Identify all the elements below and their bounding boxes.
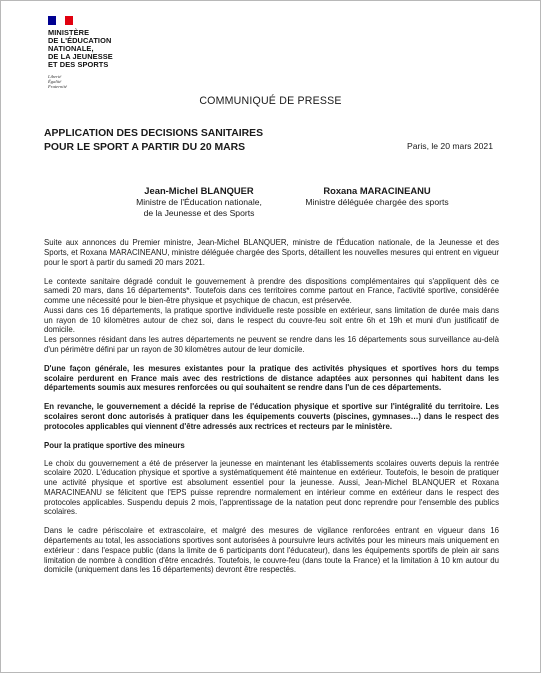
paragraph-youth: Le choix du gouvernement a été de préserver la jeunesse en maintenant les établissements scolaires ouverts depuis la rentrée scolaire 2020. L'éducation physique et sportive a systématiquement été maintenue en extérieur. Toutefois, le besoin de pratiquer une activité physique et sportive est absolument essentiel pour la jeunesse. Aussi, Jean-Michel BLANQUER et Roxana MARACINEANU se félicitent que l'EPS puisse reprendre normalement en intérieur comme en extérieur dans le respect des protocoles applicables. Suspendu depuis 2 mois, l'apprentissage de la natation peut donc reprendre pour l'ensemble des publics scolaires. — [44, 458, 499, 517]
title-line: APPLICATION DES DECISIONS SANITAIRES — [44, 128, 263, 139]
motto-line: Fraternité — [48, 84, 67, 90]
logo-line: MINISTÈRE — [48, 28, 90, 37]
logo-line: DE L'ÉDUCATION — [48, 35, 112, 45]
signatory-blanquer — [99, 185, 299, 220]
french-flag-icon — [48, 16, 73, 25]
paragraph-general-measures: D'une façon générale, les mesures existantes pour la pratique des activités physiques et sportives hors du temps scolaire perdurent en France mais avec des restrictions de distance adaptées aux personnes qui habitent dans les départements soumis aux mesures renforcées ou qui souhaitent se rendre dans l'un de ces départements. — [44, 363, 499, 393]
logo-line: ET DES SPORTS — [48, 59, 109, 69]
title-line: POUR LE SPORT A PARTIR DU 20 MARS — [44, 141, 246, 153]
motto-line: Égalité — [48, 78, 62, 84]
signatory-role: Ministre de l'Éducation nationale, — [136, 196, 262, 207]
flag-white-band — [56, 16, 64, 25]
document-date: Paris, le 20 mars 2021 — [407, 141, 493, 151]
signatory-name: Jean-Michel BLANQUER — [144, 185, 254, 196]
signatory-name: Roxana MARACINEANU — [323, 185, 431, 196]
flag-red-band — [65, 16, 73, 25]
signatory-maracineanu — [277, 185, 477, 208]
paragraph-extracurricular: Dans le cadre périscolaire et extrascolaire, et malgré des mesures de vigilance renforcées entrant en vigueur dans 16 départements au total, les associations sportives sont autorisées à poursuivre leurs activités pour les mineurs mais uniquement en extérieur : dans l'espace public (dans la limite de 6 participants dont l'éducateur), dans les équipements sportifs de plein air sans limitation de nombre à condition d'être encadrés. Toutefois, le couvre-feu (dans toute la France) et la limitation à 10 km autour du domicile (uniquement dans les 16 départements) devront être respectés. — [44, 526, 499, 575]
republic-motto — [48, 74, 128, 90]
logo-line: DE LA JEUNESSE — [48, 51, 113, 61]
paragraph-context: Le contexte sanitaire dégradé conduit le gouvernement à prendre des dispositions complémentaires qui s'appliquent dès ce samedi 20 mars, dans 16 départements*. Toutefois dans ces territoires comme partout en France, l'activité sportive, considérée comme une nécessité pour le bien-être physique et psychique de chacun, est préservée. Aussi dans ces 16 départements, la pratique sportive individuelle reste possible en extérieur, sans limitation de durée mais dans un rayon de 10 kilomètres autour de chez soi, dans le respect du couvre-feu soit entre 6h et 19h et muni d'un justificatif de domicile. Les personnes résidant dans les autres départements ne peuvent se rendre dans les 16 départements sous surveillance au-delà d'un périmètre défini par un rayon de 30 kilomètres autour de leur domicile. — [44, 276, 499, 354]
paragraph-intro: Suite aux annonces du Premier ministre, Jean-Michel BLANQUER, ministre de l'Éducation nationale, de la Jeunesse et des Sports, et Roxana MARACINEANU, ministre déléguée chargée des Sports, détaillent les nouvelles mesures qui entrent en vigueur pour le sport à partir du samedi 20 mars 2021. — [44, 238, 499, 267]
logo-line: NATIONALE, — [48, 43, 94, 53]
flag-blue-band — [48, 16, 56, 25]
ministry-logo — [48, 16, 128, 90]
motto-line: Liberté — [48, 73, 62, 79]
press-release-label: COMMUNIQUÉ DE PRESSE — [199, 95, 342, 107]
document-title — [44, 127, 263, 154]
paragraph-eps-resumption: En revanche, le gouvernement a décidé la reprise de l'éducation physique et sportive sur l'intégralité du territoire. Les scolaires seront donc autorisés à pratiquer dans les équipements couverts (piscines, gymnases…) dans le respect des protocoles applicables qui viennent d'être adressés aux rectrices et recteurs par le ministère. — [44, 402, 499, 431]
document-body — [44, 238, 499, 585]
section-heading-minors: Pour la pratique sportive des mineurs — [44, 440, 185, 450]
signatory-role: Ministre déléguée chargée des sports — [305, 196, 449, 207]
signatory-role: de la Jeunesse et des Sports — [143, 208, 255, 218]
